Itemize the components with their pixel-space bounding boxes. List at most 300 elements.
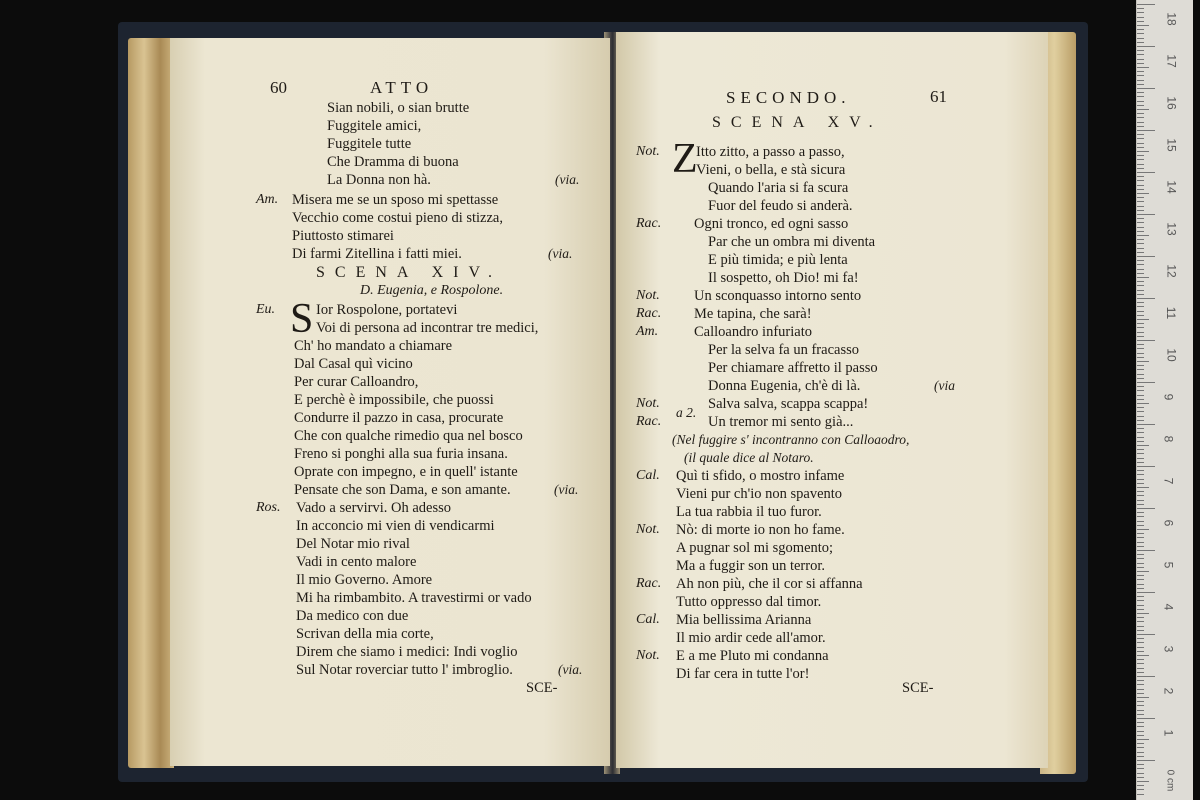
ruler-tick bbox=[1137, 210, 1144, 211]
ruler-tick bbox=[1137, 731, 1144, 732]
verse-line: Direm che siamo i medici: Indi voglio bbox=[296, 644, 518, 660]
ruler-tick bbox=[1137, 592, 1155, 593]
ruler-tick bbox=[1137, 122, 1144, 123]
verse-line: Me tapina, che sarà! bbox=[694, 306, 812, 322]
verse-line: In acconcio mi vien di vendicarmi bbox=[296, 518, 495, 534]
ruler-tick bbox=[1137, 453, 1144, 454]
ruler-tick bbox=[1137, 794, 1144, 795]
verse-line: Freno si ponghi alla sua furia insana. bbox=[294, 446, 508, 462]
ruler-tick bbox=[1137, 109, 1149, 110]
ruler-tick bbox=[1137, 747, 1144, 748]
ruler-tick bbox=[1137, 668, 1144, 669]
stage-direction: (il quale dice al Notaro. bbox=[684, 450, 814, 465]
ruler-tick bbox=[1137, 642, 1144, 643]
ruler-tick bbox=[1137, 470, 1144, 471]
ruler-label: 17 bbox=[1164, 54, 1179, 68]
ruler-tick bbox=[1137, 323, 1144, 324]
ruler-label: 3 bbox=[1161, 645, 1176, 653]
ruler-tick bbox=[1137, 764, 1144, 765]
ruler-tick bbox=[1137, 420, 1144, 421]
ruler-tick bbox=[1137, 609, 1144, 610]
ruler-tick bbox=[1137, 353, 1144, 354]
verse-line: Voi di persona ad incontrar tre medici, bbox=[316, 320, 539, 336]
ruler-tick bbox=[1137, 285, 1144, 286]
verse-line: Fuggitele amici, bbox=[327, 118, 422, 134]
verse-line: Tutto oppresso dal timor. bbox=[676, 594, 822, 610]
ruler-label: 11 bbox=[1164, 306, 1179, 320]
ruler-label: 10 bbox=[1164, 348, 1179, 362]
ruler-tick bbox=[1137, 332, 1144, 333]
ruler-tick bbox=[1137, 206, 1144, 207]
ruler-tick bbox=[1137, 550, 1155, 551]
ruler-tick bbox=[1137, 680, 1144, 681]
ruler-tick bbox=[1137, 651, 1144, 652]
ruler-tick bbox=[1137, 567, 1144, 568]
verse-line: Condurre il pazzo in casa, procurate bbox=[294, 410, 504, 426]
ruler-tick bbox=[1137, 71, 1144, 72]
ruler-tick bbox=[1137, 617, 1144, 618]
ruler-tick bbox=[1137, 248, 1144, 249]
ruler-tick bbox=[1137, 344, 1144, 345]
ruler-tick bbox=[1137, 361, 1149, 362]
drop-cap: Z bbox=[672, 136, 698, 182]
ruler-tick bbox=[1137, 487, 1149, 488]
verse-line: Itto zitto, a passo a passo, bbox=[696, 144, 845, 160]
ruler-tick bbox=[1137, 25, 1149, 26]
ruler-tick bbox=[1137, 172, 1155, 173]
ruler-tick bbox=[1137, 386, 1144, 387]
verse-line: Un tremor mi sento già... bbox=[708, 414, 854, 430]
ruler-tick bbox=[1137, 21, 1144, 22]
verse-line: Scrivan della mia corte, bbox=[296, 626, 434, 642]
ruler-tick bbox=[1137, 710, 1144, 711]
verse-line: Pensate che son Dama, e son amante. bbox=[294, 482, 511, 498]
ruler-tick bbox=[1137, 88, 1155, 89]
ruler-tick bbox=[1137, 500, 1144, 501]
stage-direction: (via bbox=[934, 378, 955, 393]
ruler-tick bbox=[1137, 59, 1144, 60]
ruler-tick bbox=[1137, 491, 1144, 492]
ruler-tick bbox=[1137, 533, 1144, 534]
ruler-tick bbox=[1137, 374, 1144, 375]
ruler-tick bbox=[1137, 75, 1144, 76]
ruler-tick bbox=[1137, 701, 1144, 702]
ruler-tick bbox=[1137, 407, 1144, 408]
verse-line: Oprate con impegno, e in quell' istante bbox=[294, 464, 518, 480]
ruler-tick bbox=[1137, 235, 1149, 236]
verse-line: Da medico con due bbox=[296, 608, 409, 624]
ruler-tick bbox=[1137, 647, 1144, 648]
verse-line: Che Dramma di buona bbox=[327, 154, 459, 170]
ruler-tick bbox=[1137, 441, 1144, 442]
ruler-tick bbox=[1137, 760, 1155, 761]
ruler-label: 1 bbox=[1161, 729, 1176, 737]
ruler-tick bbox=[1137, 529, 1149, 530]
ruler-tick bbox=[1137, 311, 1144, 312]
ruler-tick bbox=[1137, 164, 1144, 165]
ruler-tick bbox=[1137, 193, 1149, 194]
ruler-tick bbox=[1137, 159, 1144, 160]
ruler-tick bbox=[1137, 46, 1155, 47]
ruler-tick bbox=[1137, 449, 1144, 450]
ruler-tick bbox=[1137, 613, 1149, 614]
ruler-tick bbox=[1137, 151, 1149, 152]
ruler-tick bbox=[1137, 777, 1144, 778]
ruler-tick bbox=[1137, 735, 1144, 736]
stage-direction: (via. bbox=[558, 662, 583, 677]
verse-line: Nò: di morte io non ho fame. bbox=[676, 522, 845, 538]
ruler-label: 16 bbox=[1164, 96, 1179, 110]
verse-line: Vieni pur ch'io non spavento bbox=[676, 486, 843, 502]
ruler-tick bbox=[1137, 588, 1144, 589]
ruler-tick bbox=[1137, 479, 1144, 480]
ruler-tick bbox=[1137, 38, 1144, 39]
verse-line: Salva salva, scappa scappa! bbox=[708, 396, 869, 412]
ruler-tick bbox=[1137, 432, 1144, 433]
ruler-tick bbox=[1137, 290, 1144, 291]
ruler-tick bbox=[1137, 466, 1155, 467]
verse-line: Quando l'aria si fa scura bbox=[708, 180, 849, 196]
ruler-tick bbox=[1137, 512, 1144, 513]
verse-line: Donna Eugenia, ch'è di là. bbox=[708, 378, 861, 394]
scene-title: SCENA XV. bbox=[712, 114, 883, 131]
ruler-tick bbox=[1137, 67, 1149, 68]
ruler-tick bbox=[1137, 621, 1144, 622]
ruler-tick bbox=[1137, 697, 1149, 698]
ruler-tick bbox=[1137, 584, 1144, 585]
ruler-tick bbox=[1137, 655, 1149, 656]
ruler-tick bbox=[1137, 80, 1144, 81]
ruler-tick bbox=[1137, 273, 1144, 274]
ruler-tick bbox=[1137, 516, 1144, 517]
ruler-tick bbox=[1137, 495, 1144, 496]
ruler-tick bbox=[1137, 201, 1144, 202]
ruler-tick bbox=[1137, 54, 1144, 55]
speaker: Eu. bbox=[256, 302, 276, 317]
measurement-ruler bbox=[1136, 0, 1193, 800]
ruler-tick bbox=[1137, 537, 1144, 538]
ruler-tick bbox=[1137, 739, 1149, 740]
ruler-label: 8 bbox=[1161, 435, 1176, 443]
ruler-tick bbox=[1137, 315, 1144, 316]
verse-line: Un sconquasso intorno sento bbox=[694, 288, 862, 304]
ruler-tick bbox=[1137, 663, 1144, 664]
ruler-tick bbox=[1137, 281, 1144, 282]
ruler-tick bbox=[1137, 445, 1149, 446]
verse-line: Mia bellissima Arianna bbox=[676, 612, 812, 628]
verse-line: Il mio Governo. Amore bbox=[296, 572, 433, 588]
ruler-tick bbox=[1137, 428, 1144, 429]
verse-line: Vieni, o bella, e stà sicura bbox=[696, 162, 846, 178]
ruler-tick bbox=[1137, 579, 1144, 580]
verse-line: Per curar Calloandro, bbox=[294, 374, 419, 390]
ruler-tick bbox=[1137, 508, 1155, 509]
ruler-tick bbox=[1137, 33, 1144, 34]
speaker: Rac. bbox=[636, 414, 662, 429]
ruler-tick bbox=[1137, 302, 1144, 303]
ruler-tick bbox=[1137, 659, 1144, 660]
ruler-label: 4 bbox=[1161, 603, 1176, 611]
ruler-tick bbox=[1137, 600, 1144, 601]
verse-line: Sian nobili, o sian brutte bbox=[327, 100, 470, 116]
verse-line: Per la selva fa un fracasso bbox=[708, 342, 859, 358]
ruler-tick bbox=[1137, 189, 1144, 190]
verse-line: Quì ti sfido, o mostro infame bbox=[676, 468, 845, 484]
ruler-tick bbox=[1137, 319, 1149, 320]
verse-line: Mi ha rimbambito. A travestirmi or vado bbox=[296, 590, 532, 606]
ruler-tick bbox=[1137, 327, 1144, 328]
speaker: Not. bbox=[636, 396, 660, 411]
ruler-tick bbox=[1137, 134, 1144, 135]
ruler-tick bbox=[1137, 638, 1144, 639]
ruler-tick bbox=[1137, 306, 1144, 307]
ruler-tick bbox=[1137, 4, 1155, 5]
verse-line: La tua rabbia il tuo furor. bbox=[676, 504, 822, 520]
ruler-label: 9 bbox=[1161, 393, 1176, 401]
ruler-tick bbox=[1137, 143, 1144, 144]
ruler-tick bbox=[1137, 630, 1144, 631]
ruler-tick bbox=[1137, 395, 1144, 396]
ruler-tick bbox=[1137, 416, 1144, 417]
ruler-tick bbox=[1137, 525, 1144, 526]
ruler-tick bbox=[1137, 504, 1144, 505]
verse-line: Che con qualche rimedio qua nel bosco bbox=[294, 428, 523, 444]
verse-line: Di farmi Zitellina i fatti miei. bbox=[292, 246, 462, 262]
ruler-tick bbox=[1137, 42, 1144, 43]
verse-line: Ma a fuggir son un terror. bbox=[676, 558, 825, 574]
ruler-tick bbox=[1137, 684, 1144, 685]
ruler-label: 12 bbox=[1164, 264, 1179, 278]
scene-title: SCENA XIV. bbox=[316, 264, 502, 281]
ruler-label: 5 bbox=[1161, 561, 1176, 569]
verse-line: Ior Rospolone, portatevi bbox=[316, 302, 458, 318]
ruler-tick bbox=[1137, 596, 1144, 597]
stage-direction: (via. bbox=[555, 172, 580, 187]
ruler-tick bbox=[1137, 231, 1144, 232]
verse-line: Il mio ardir cede all'amor. bbox=[676, 630, 826, 646]
verse-line: E a me Pluto mi condanna bbox=[676, 648, 829, 664]
ruler-tick bbox=[1137, 222, 1144, 223]
ruler-tick bbox=[1137, 298, 1155, 299]
stage-direction: (Nel fuggire s' incontranno con Calloaodro, bbox=[672, 432, 910, 447]
stage-direction: (via. bbox=[548, 246, 573, 261]
ruler-tick bbox=[1137, 785, 1144, 786]
ruler-tick bbox=[1137, 521, 1144, 522]
ruler-tick bbox=[1137, 113, 1144, 114]
ruler-label: 18 bbox=[1164, 12, 1179, 26]
page-number: 60 bbox=[270, 78, 287, 97]
ruler-tick bbox=[1137, 105, 1144, 106]
ruler-label: 14 bbox=[1164, 180, 1179, 194]
scene-cast: D. Eugenia, e Rospolone. bbox=[360, 283, 504, 298]
ruler-tick bbox=[1137, 256, 1155, 257]
verse-line: Piuttosto stimarei bbox=[292, 228, 394, 244]
ruler-label: 6 bbox=[1161, 519, 1176, 527]
ruler-tick bbox=[1137, 12, 1144, 13]
page-number: 61 bbox=[930, 87, 947, 106]
ruler-tick bbox=[1137, 554, 1144, 555]
ruler-tick bbox=[1137, 437, 1144, 438]
ruler-tick bbox=[1137, 542, 1144, 543]
speaker: Cal. bbox=[636, 612, 660, 627]
ruler-tick bbox=[1137, 626, 1144, 627]
speaker: Not. bbox=[636, 144, 660, 159]
ruler-tick bbox=[1137, 101, 1144, 102]
verse-line: Di far cera in tutte l'or! bbox=[676, 666, 810, 682]
ruler-tick bbox=[1137, 705, 1144, 706]
ruler-tick bbox=[1137, 168, 1144, 169]
stage-direction: (via. bbox=[554, 482, 579, 497]
ruler-tick bbox=[1137, 340, 1155, 341]
verse-line: Del Notar mio rival bbox=[296, 536, 410, 552]
left-page bbox=[170, 38, 610, 766]
verse-line: Misera me se un sposo mi spettasse bbox=[292, 192, 499, 208]
ruler-tick bbox=[1137, 773, 1144, 774]
ruler-tick bbox=[1137, 474, 1144, 475]
ruler-tick bbox=[1137, 84, 1144, 85]
ruler-tick bbox=[1137, 390, 1144, 391]
a-due-mark: a 2. bbox=[676, 405, 697, 420]
ruler-tick bbox=[1137, 155, 1144, 156]
ruler-tick bbox=[1137, 8, 1144, 9]
ruler-tick bbox=[1137, 411, 1144, 412]
ruler-label: 15 bbox=[1164, 138, 1179, 152]
ruler-unit: 0 cm bbox=[1164, 769, 1176, 792]
ruler-tick bbox=[1137, 756, 1144, 757]
verse-line: Dal Casal quì vicino bbox=[294, 356, 413, 372]
verse-line: Il sospetto, oh Dio! mi fa! bbox=[708, 270, 859, 286]
ruler-tick bbox=[1137, 92, 1144, 93]
verse-line: Vado a servirvi. Oh adesso bbox=[296, 500, 452, 516]
ruler-tick bbox=[1137, 260, 1144, 261]
ruler-tick bbox=[1137, 277, 1149, 278]
ruler-tick bbox=[1137, 365, 1144, 366]
verse-line: Fuor del feudo si anderà. bbox=[708, 198, 853, 214]
verse-line: Ch' ho mandato a chiamare bbox=[294, 338, 453, 354]
ruler-tick bbox=[1137, 378, 1144, 379]
ruler-tick bbox=[1137, 546, 1144, 547]
speaker: Not. bbox=[636, 648, 660, 663]
verse-line: Ah non più, che il cor si affanna bbox=[676, 576, 863, 592]
verse-line: Vecchio come costui pieno di stizza, bbox=[292, 210, 503, 226]
right-page bbox=[616, 32, 1048, 768]
running-head: SECONDO. bbox=[726, 88, 851, 107]
ruler-tick bbox=[1137, 575, 1144, 576]
verse-line: E perchè è impossibile, che puossi bbox=[294, 392, 494, 408]
verse-line: Sul Notar roverciar tutto l' imbroglio. bbox=[296, 662, 513, 678]
ruler-tick bbox=[1137, 269, 1144, 270]
ruler-tick bbox=[1137, 752, 1144, 753]
verse-line: Ogni tronco, ed ogni sasso bbox=[694, 216, 849, 232]
verse-line: La Donna non hà. bbox=[327, 172, 431, 188]
ruler-tick bbox=[1137, 357, 1144, 358]
ruler-tick bbox=[1137, 693, 1144, 694]
drop-cap: S bbox=[290, 296, 314, 342]
ruler-label: 13 bbox=[1164, 222, 1179, 236]
ruler-tick bbox=[1137, 243, 1144, 244]
speaker: Not. bbox=[636, 522, 660, 537]
ruler-tick bbox=[1137, 252, 1144, 253]
ruler-tick bbox=[1137, 605, 1144, 606]
ruler-tick bbox=[1137, 689, 1144, 690]
ruler-tick bbox=[1137, 369, 1144, 370]
ruler-tick bbox=[1137, 176, 1144, 177]
ruler-tick bbox=[1137, 726, 1144, 727]
ruler-tick bbox=[1137, 789, 1144, 790]
ruler-tick bbox=[1137, 722, 1144, 723]
ruler-tick bbox=[1137, 294, 1144, 295]
speaker: Rac. bbox=[636, 576, 662, 591]
ruler-tick bbox=[1137, 336, 1144, 337]
verse-line: A pugnar sol mi sgomento; bbox=[676, 540, 834, 556]
ruler-tick bbox=[1137, 399, 1144, 400]
speaker: Ros. bbox=[256, 500, 281, 515]
speaker: Am. bbox=[636, 324, 659, 339]
ruler-tick bbox=[1137, 96, 1144, 97]
page-block-left bbox=[128, 38, 174, 768]
ruler-tick bbox=[1137, 130, 1155, 131]
ruler-label: 7 bbox=[1161, 477, 1176, 485]
ruler-tick bbox=[1137, 558, 1144, 559]
verse-line: Vadi in cento malore bbox=[296, 554, 417, 570]
verse-line: Fuggitele tutte bbox=[327, 136, 412, 152]
ruler-tick bbox=[1137, 348, 1144, 349]
ruler-tick bbox=[1137, 147, 1144, 148]
ruler-tick bbox=[1137, 214, 1155, 215]
ruler-tick bbox=[1137, 483, 1144, 484]
ruler-tick bbox=[1137, 17, 1144, 18]
ruler-tick bbox=[1137, 29, 1144, 30]
ruler-tick bbox=[1137, 138, 1144, 139]
speaker: Rac. bbox=[636, 306, 662, 321]
ruler-tick bbox=[1137, 563, 1144, 564]
ruler-tick bbox=[1137, 180, 1144, 181]
verse-line: Calloandro infuriato bbox=[694, 324, 812, 340]
ruler-label: 2 bbox=[1161, 687, 1176, 695]
verse-line: Per chiamare affretto il passo bbox=[708, 360, 878, 376]
ruler-tick bbox=[1137, 227, 1144, 228]
speaker: Not. bbox=[636, 288, 660, 303]
verse-line: Par che un ombra mi diventa bbox=[708, 234, 876, 250]
ruler-tick bbox=[1137, 768, 1144, 769]
ruler-tick bbox=[1137, 781, 1149, 782]
ruler-tick bbox=[1137, 63, 1144, 64]
speaker: Rac. bbox=[636, 216, 662, 231]
speaker: Am. bbox=[256, 192, 279, 207]
ruler-tick bbox=[1137, 458, 1144, 459]
ruler-tick bbox=[1137, 634, 1155, 635]
ruler-tick bbox=[1137, 218, 1144, 219]
ruler-tick bbox=[1137, 264, 1144, 265]
open-book bbox=[128, 32, 1076, 774]
ruler-tick bbox=[1137, 50, 1144, 51]
ruler-tick bbox=[1137, 714, 1144, 715]
ruler-tick bbox=[1137, 382, 1155, 383]
ruler-tick bbox=[1137, 424, 1155, 425]
running-head: ATTO bbox=[370, 78, 434, 97]
speaker: Cal. bbox=[636, 468, 660, 483]
ruler-tick bbox=[1137, 117, 1144, 118]
ruler-tick bbox=[1137, 743, 1144, 744]
ruler-tick bbox=[1137, 718, 1155, 719]
ruler-tick bbox=[1137, 239, 1144, 240]
ruler-tick bbox=[1137, 197, 1144, 198]
ruler-tick bbox=[1137, 126, 1144, 127]
catchword: SCE- bbox=[902, 680, 934, 696]
ruler-tick bbox=[1137, 462, 1144, 463]
verse-line: E più timida; e più lenta bbox=[708, 252, 848, 268]
ruler-tick bbox=[1137, 672, 1144, 673]
